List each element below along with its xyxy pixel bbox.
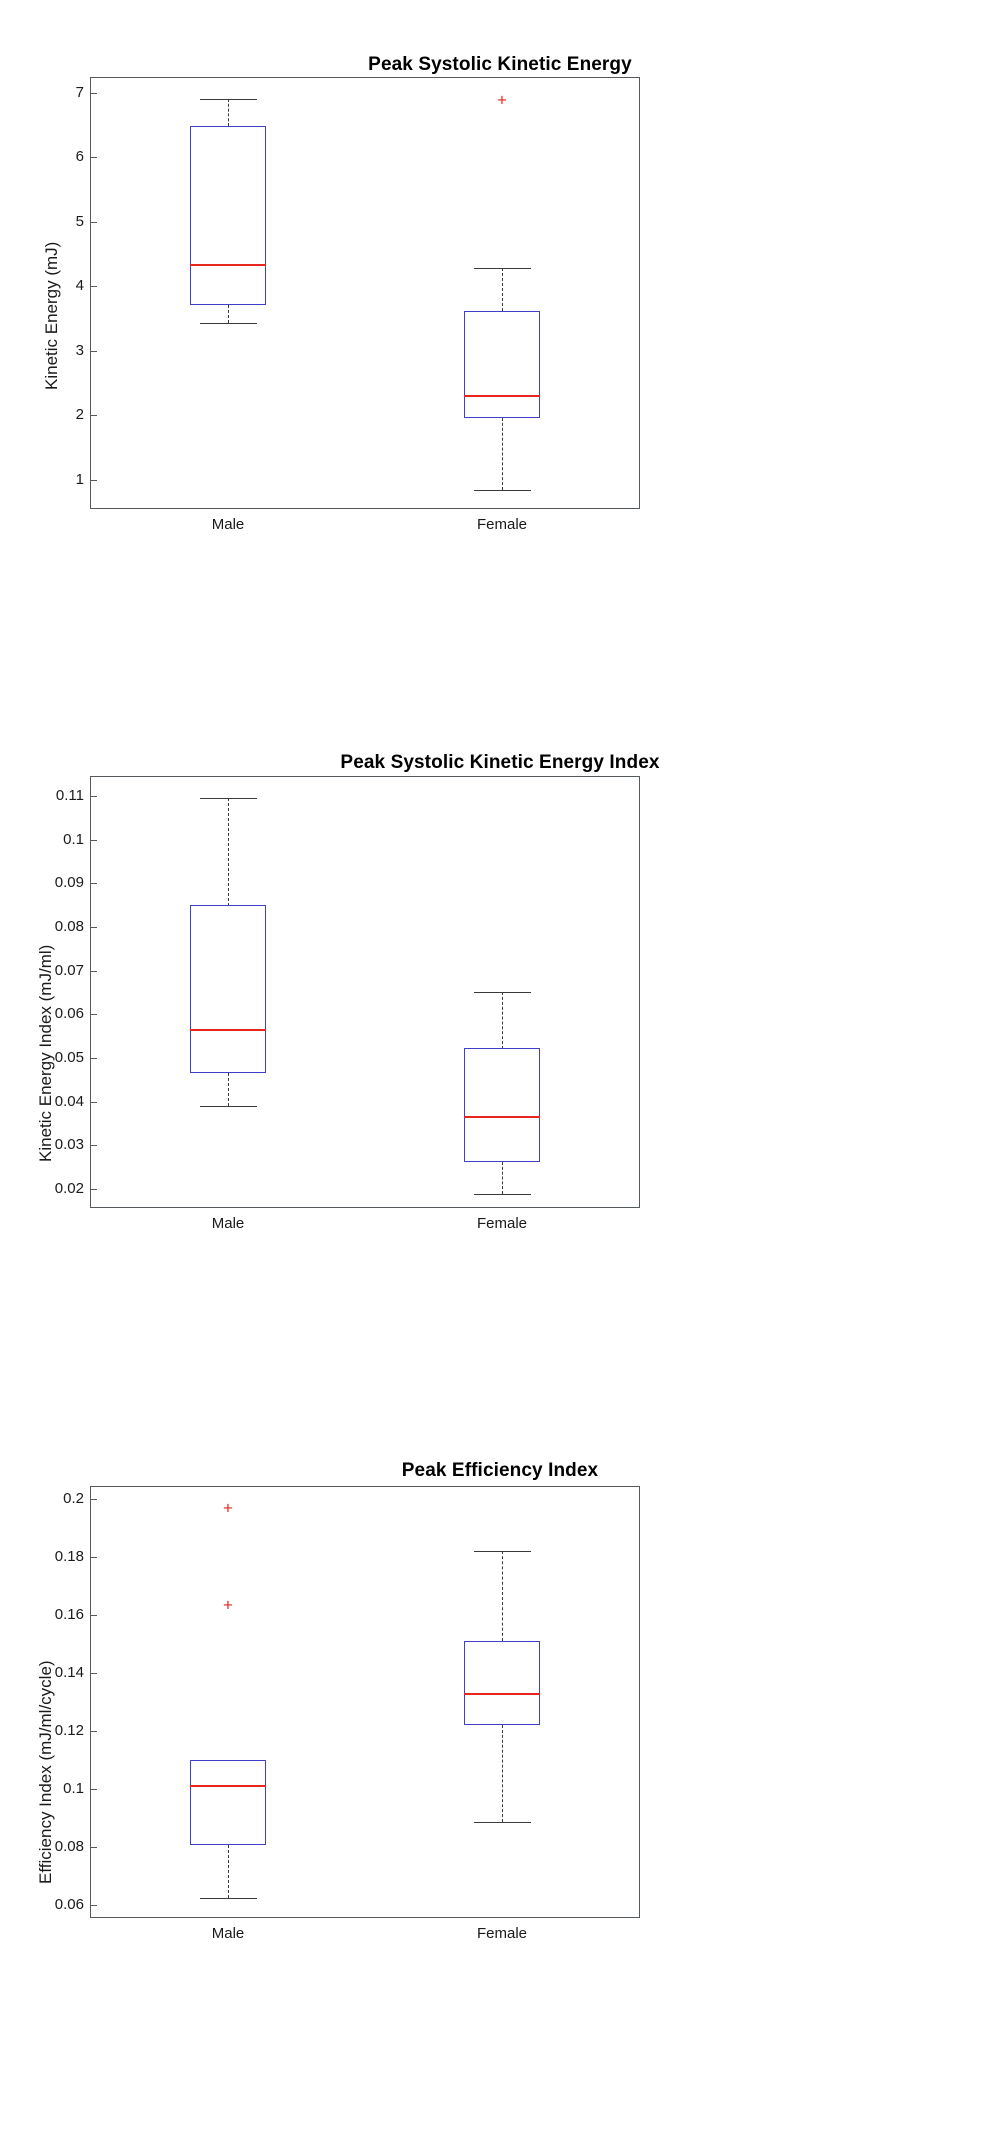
y-tick-mark-2-0.04 — [91, 1102, 97, 1103]
box-1-female — [464, 311, 540, 418]
y-tick-label-3-0.18: 0.18 — [54, 1548, 84, 1565]
y-tick-mark-1-2 — [91, 415, 97, 416]
x-tick-label-1-female: Female — [476, 516, 528, 533]
whisker-upper-2-female — [502, 992, 503, 1049]
whisker-cap-lower-3-female — [474, 1822, 531, 1823]
y-tick-label-2-0.05: 0.05 — [54, 1049, 84, 1066]
median-2-female — [464, 1116, 540, 1118]
whisker-lower-3-female — [502, 1725, 503, 1822]
y-tick-label-2-0.08: 0.08 — [54, 918, 84, 935]
y-tick-mark-2-0.08 — [91, 927, 97, 928]
y-tick-label-3-0.06: 0.06 — [54, 1896, 84, 1913]
whisker-cap-lower-2-female — [474, 1194, 531, 1195]
whisker-lower-1-female — [502, 418, 503, 490]
whisker-cap-lower-1-male — [200, 323, 257, 324]
box-1-male — [190, 126, 266, 305]
y-tick-label-2-0.06: 0.06 — [54, 1005, 84, 1022]
y-axis-label-2: Kinetic Energy Index (mJ/ml) — [36, 944, 55, 1162]
median-3-female — [464, 1693, 540, 1695]
axes-frame-3 — [90, 1486, 640, 1918]
y-tick-mark-1-1 — [91, 480, 97, 481]
whisker-upper-1-male — [228, 99, 229, 126]
whisker-upper-3-female — [502, 1551, 503, 1641]
y-axis-label-1: Kinetic Energy (mJ) — [42, 241, 61, 390]
box-3-male — [190, 1760, 266, 1845]
y-tick-label-3-0.1: 0.1 — [63, 1780, 84, 1797]
whisker-cap-lower-1-female — [474, 490, 531, 491]
y-tick-mark-1-5 — [91, 222, 97, 223]
whisker-lower-2-female — [502, 1162, 503, 1194]
y-tick-mark-2-0.09 — [91, 883, 97, 884]
y-tick-label-3-0.12: 0.12 — [54, 1722, 84, 1739]
whisker-upper-1-female — [502, 268, 503, 311]
median-1-female — [464, 395, 540, 397]
y-tick-mark-3-0.08 — [91, 1847, 97, 1848]
whisker-cap-upper-1-female — [474, 268, 531, 269]
y-tick-mark-3-0.12 — [91, 1731, 97, 1732]
y-tick-mark-1-4 — [91, 286, 97, 287]
x-tick-label-3-male: Male — [211, 1925, 245, 1942]
box-2-male — [190, 905, 266, 1073]
median-1-male — [190, 264, 266, 266]
y-tick-label-1-6: 6 — [75, 148, 84, 165]
chart-panel-3 — [0, 1428, 984, 2142]
y-tick-mark-3-0.18 — [91, 1557, 97, 1558]
median-2-male — [190, 1029, 266, 1031]
y-tick-label-1-7: 7 — [75, 84, 84, 101]
axes-frame-1 — [90, 77, 640, 509]
x-tick-label-3-female: Female — [476, 1925, 528, 1942]
y-tick-mark-3-0.06 — [91, 1905, 97, 1906]
y-tick-label-2-0.1: 0.1 — [63, 831, 84, 848]
y-tick-mark-3-0.16 — [91, 1615, 97, 1616]
y-tick-label-1-4: 4 — [75, 277, 84, 294]
y-tick-mark-3-0.14 — [91, 1673, 97, 1674]
whisker-lower-2-male — [228, 1073, 229, 1106]
whisker-cap-lower-2-male — [200, 1106, 257, 1107]
y-tick-mark-1-6 — [91, 157, 97, 158]
y-tick-mark-2-0.02 — [91, 1189, 97, 1190]
whisker-lower-3-male — [228, 1845, 229, 1898]
y-tick-label-1-1: 1 — [75, 471, 84, 488]
y-tick-label-3-0.2: 0.2 — [63, 1490, 84, 1507]
outlier-3-male-1: + — [223, 1498, 233, 1518]
x-tick-label-2-male: Male — [211, 1215, 245, 1232]
box-3-female — [464, 1641, 540, 1725]
y-tick-label-1-3: 3 — [75, 342, 84, 359]
y-tick-label-2-0.02: 0.02 — [54, 1180, 84, 1197]
y-tick-mark-1-7 — [91, 93, 97, 94]
y-tick-mark-2-0.1 — [91, 840, 97, 841]
whisker-lower-1-male — [228, 305, 229, 323]
whisker-cap-upper-2-female — [474, 992, 531, 993]
whisker-cap-lower-3-male — [200, 1898, 257, 1899]
whisker-cap-upper-1-male — [200, 99, 257, 100]
chart-panel-2 — [0, 714, 984, 1428]
y-tick-label-2-0.09: 0.09 — [54, 874, 84, 891]
y-tick-mark-2-0.06 — [91, 1014, 97, 1015]
y-tick-mark-1-3 — [91, 351, 97, 352]
chart-panel-1 — [0, 0, 984, 714]
chart-title-1: Peak Systolic Kinetic Energy — [368, 54, 632, 75]
median-3-male — [190, 1785, 266, 1787]
y-tick-mark-2-0.05 — [91, 1058, 97, 1059]
y-tick-mark-2-0.11 — [91, 796, 97, 797]
whisker-upper-2-male — [228, 798, 229, 906]
y-tick-label-2-0.03: 0.03 — [54, 1136, 84, 1153]
y-tick-label-3-0.14: 0.14 — [54, 1664, 84, 1681]
x-tick-label-2-female: Female — [476, 1215, 528, 1232]
y-tick-label-3-0.08: 0.08 — [54, 1838, 84, 1855]
y-tick-label-2-0.11: 0.11 — [55, 787, 84, 804]
y-tick-label-1-5: 5 — [75, 213, 84, 230]
y-axis-label-3: Efficiency Index (mJ/ml/cycle) — [36, 1660, 55, 1884]
y-tick-mark-2-0.07 — [91, 971, 97, 972]
y-tick-label-2-0.07: 0.07 — [54, 962, 84, 979]
chart-title-3: Peak Efficiency Index — [401, 1460, 599, 1481]
y-tick-label-2-0.04: 0.04 — [54, 1093, 84, 1110]
axes-frame-2 — [90, 776, 640, 1208]
outlier-1-female-1: + — [497, 90, 507, 110]
y-tick-mark-3-0.1 — [91, 1789, 97, 1790]
y-tick-label-3-0.16: 0.16 — [54, 1606, 84, 1623]
chart-title-2: Peak Systolic Kinetic Energy Index — [340, 752, 660, 773]
y-tick-mark-3-0.2 — [91, 1499, 97, 1500]
y-tick-mark-2-0.03 — [91, 1145, 97, 1146]
x-tick-label-1-male: Male — [211, 516, 245, 533]
whisker-cap-upper-2-male — [200, 798, 257, 799]
box-2-female — [464, 1048, 540, 1162]
whisker-cap-upper-3-female — [474, 1551, 531, 1552]
outlier-3-male-2: + — [223, 1595, 233, 1615]
y-tick-label-1-2: 2 — [75, 406, 84, 423]
